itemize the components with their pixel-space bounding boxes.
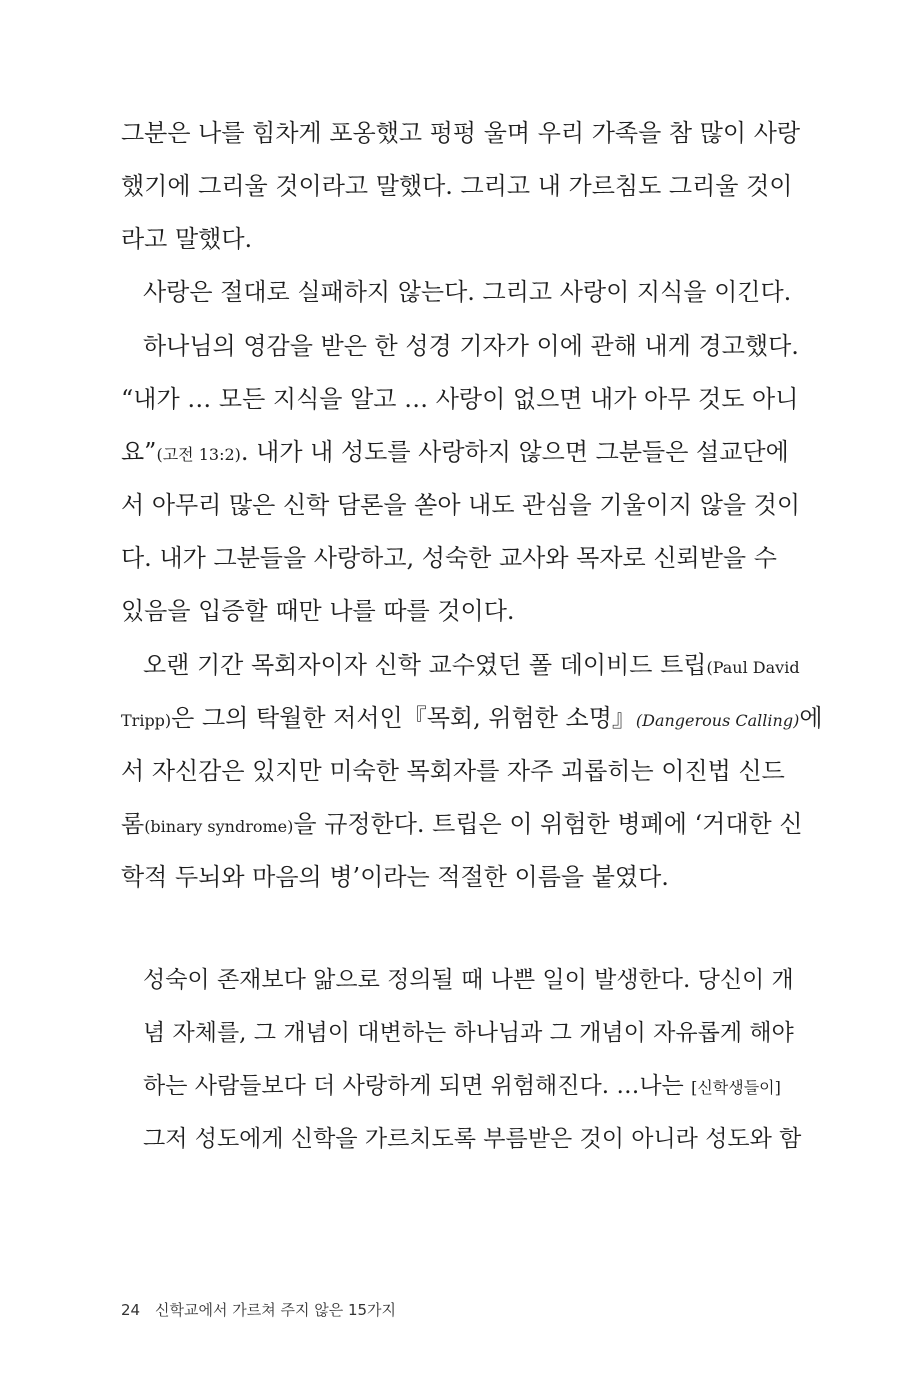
english-name: (Paul David: [706, 658, 800, 677]
quote-line: 성숙이 존재보다 앎으로 정의될 때 나쁜 일이 발생한다. 당신이 개: [143, 967, 794, 993]
body-text-line: 사랑은 절대로 실패하지 않는다. 그리고 사랑이 지식을 이긴다.: [143, 278, 792, 306]
text-segment: 롬: [121, 810, 145, 838]
body-text-line: [121, 432, 789, 472]
body-text-line: 라고 말했다.: [121, 225, 253, 253]
text-segment: 요”: [121, 438, 157, 466]
body-text-line: 서 아무리 많은 신학 담론을 쏟아 내도 관심을 기울이지 않을 것이: [121, 491, 801, 519]
page-number: 24: [121, 1301, 141, 1319]
body-text-line: 다. 내가 그분들을 사랑하고, 성숙한 교사와 목자로 신뢰받을 수: [121, 544, 777, 572]
quote-line: 념 자체를, 그 개념이 대변하는 하나님과 그 개념이 자유롭게 해야: [143, 1020, 794, 1046]
english-book-title: (Dangerous Calling): [635, 711, 800, 730]
quote-line: 그저 성도에게 신학을 가르치도록 부름받은 것이 아니라 성도와 함: [143, 1126, 802, 1152]
english-term: (binary syndrome): [144, 817, 294, 836]
scripture-reference: (고전 13:2): [156, 445, 241, 464]
body-text-line: 있음을 입증할 때만 나를 따를 것이다.: [121, 597, 515, 625]
body-text-line: 학적 두뇌와 마음의 병’이라는 적절한 이름을 붙였다.: [121, 863, 669, 891]
running-title: 신학교에서 가르쳐 주지 않은 15가지: [155, 1301, 397, 1319]
body-text-line: 했기에 그리울 것이라고 말했다. 그리고 내 가르침도 그리울 것이: [121, 172, 793, 200]
body-text-line: “내가 … 모든 지식을 알고 … 사랑이 없으면 내가 아무 것도 아니: [121, 385, 799, 413]
body-text-line: [121, 698, 823, 738]
text-segment: 하는 사람들보다 더 사랑하게 되면 위험해진다. …나는: [143, 1073, 692, 1099]
quote-line: [143, 1066, 781, 1106]
page-footer: [121, 1298, 396, 1322]
text-segment: . 내가 내 성도를 사랑하지 않으면 그분들은 설교단에: [240, 438, 789, 466]
body-text-line: 그분은 나를 힘차게 포옹했고 펑펑 울며 우리 가족을 참 많이 사랑: [121, 119, 801, 147]
body-text-line: 하나님의 영감을 받은 한 성경 기자가 이에 관해 내게 경고했다.: [143, 332, 799, 360]
text-segment: 에: [799, 704, 823, 732]
body-text-line: [121, 804, 803, 844]
body-text-line: [143, 645, 800, 685]
english-name: Tripp): [121, 711, 172, 730]
editorial-note: [신학생들이]: [691, 1078, 781, 1097]
text-segment: 을 규정한다. 트립은 이 위험한 병폐에 ‘거대한 신: [293, 810, 803, 838]
body-text-line: 서 자신감은 있지만 미숙한 목회자를 자주 괴롭히는 이진법 신드: [121, 757, 785, 785]
text-segment: 은 그의 탁월한 저서인『목회, 위험한 소명』: [171, 704, 636, 732]
text-segment: 오랜 기간 목회자이자 신학 교수였던 폴 데이비드 트립: [143, 651, 707, 679]
